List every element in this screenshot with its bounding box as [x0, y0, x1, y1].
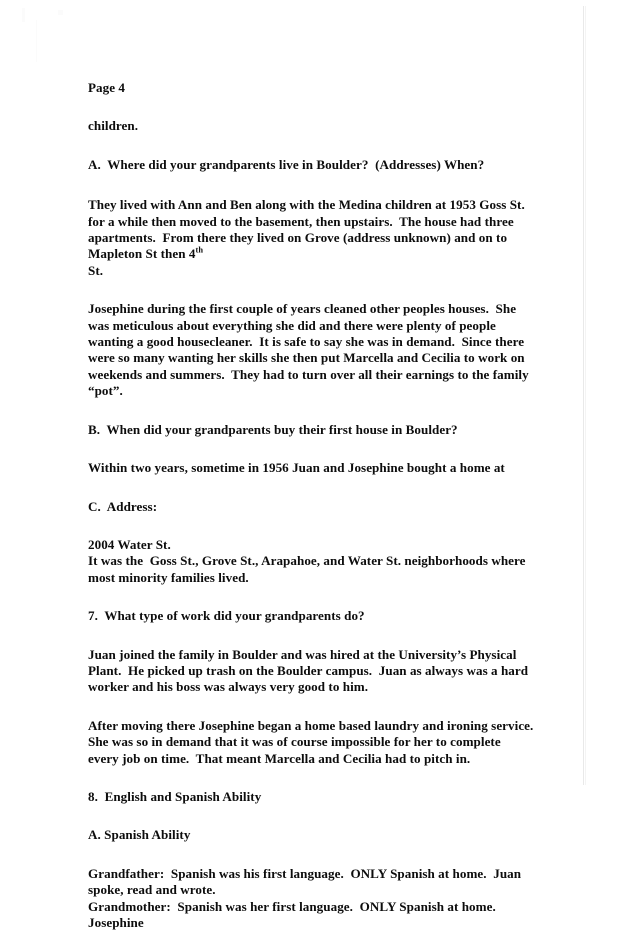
ordinal-suffix: th [195, 246, 204, 256]
paragraph-answer-a-josephine: Josephine during the first couple of years cleaned other peoples houses. She was meticulous about everything she did and there were plenty of people wanting a good housecleaner. It is safe to say she was in demand. Since there were so many wanting her skills she then put Marcella and Cecilia to work on weekends and summers. They had to turn over all their earnings to the family “pot”. [88, 301, 533, 399]
paragraph-answer-8a-grandfather: Grandfather: Spanish was his first language. ONLY Spanish at home. Juan spoke, read and wrote. [88, 865, 525, 898]
heading-question-b: B. When did your grandparents buy their first house in Boulder? [88, 421, 458, 437]
paragraph-answer-7-josephine: After moving there Josephine began a home based laundry and ironing service. She was so in demand that it was of course impossible for her to complete every job on time. That meant Marcella and Cecilia had to pitch in. [88, 717, 541, 766]
heading-question-7: 7. What type of work did your grandparents do? [88, 608, 365, 624]
page-number-label: Page 4 [88, 80, 126, 95]
paragraph-answer-7-juan: Juan joined the family in Boulder and was hired at the University’s Physical Plant. He picked up trash on the Boulder campus. Juan as always was a hard worker and his boss was always very good to him. [88, 646, 532, 695]
heading-question-8: 8. English and Spanish Ability [88, 788, 262, 804]
scan-edge-line-secondary [585, 6, 586, 785]
paragraph-continuation: children. [88, 118, 139, 134]
document-body [88, 80, 541, 931]
paragraph-answer-a-residences [88, 197, 534, 279]
heading-question-c: C. Address: [88, 498, 158, 514]
heading-question-a: A. Where did your grandparents live in Boulder? (Addresses) When? [88, 156, 485, 172]
paragraph-answer-b: Within two years, sometime in 1956 Juan and Josephine bought a home at [88, 460, 505, 476]
paragraph-answer-c-neighborhood: It was the Goss St., Grove St., Arapahoe, and Water St. neighborhoods where most minority families lived. [88, 553, 529, 585]
paragraph-answer-8a-grandmother: Grandmother: Spanish was her first language. ONLY Spanish at home. Josephine [88, 898, 503, 930]
answer-a-residences-tail: St. [88, 262, 104, 278]
answer-a-residences-main: They lived with Ann and Ben along with the Medina children at 1953 Goss St. for a while then moved to the basement, then upstairs. The house had three apartments. From there they lived on Grove (address unknown) and on to Mapleton St then 4 [88, 197, 529, 262]
heading-question-8a: A. Spanish Ability [88, 827, 191, 843]
scan-artifact [36, 20, 37, 62]
paragraph-answer-c-street: 2004 Water St. [88, 536, 171, 552]
scan-edge-line [583, 6, 584, 785]
scan-artifact [22, 8, 25, 22]
scan-artifact [58, 10, 63, 15]
